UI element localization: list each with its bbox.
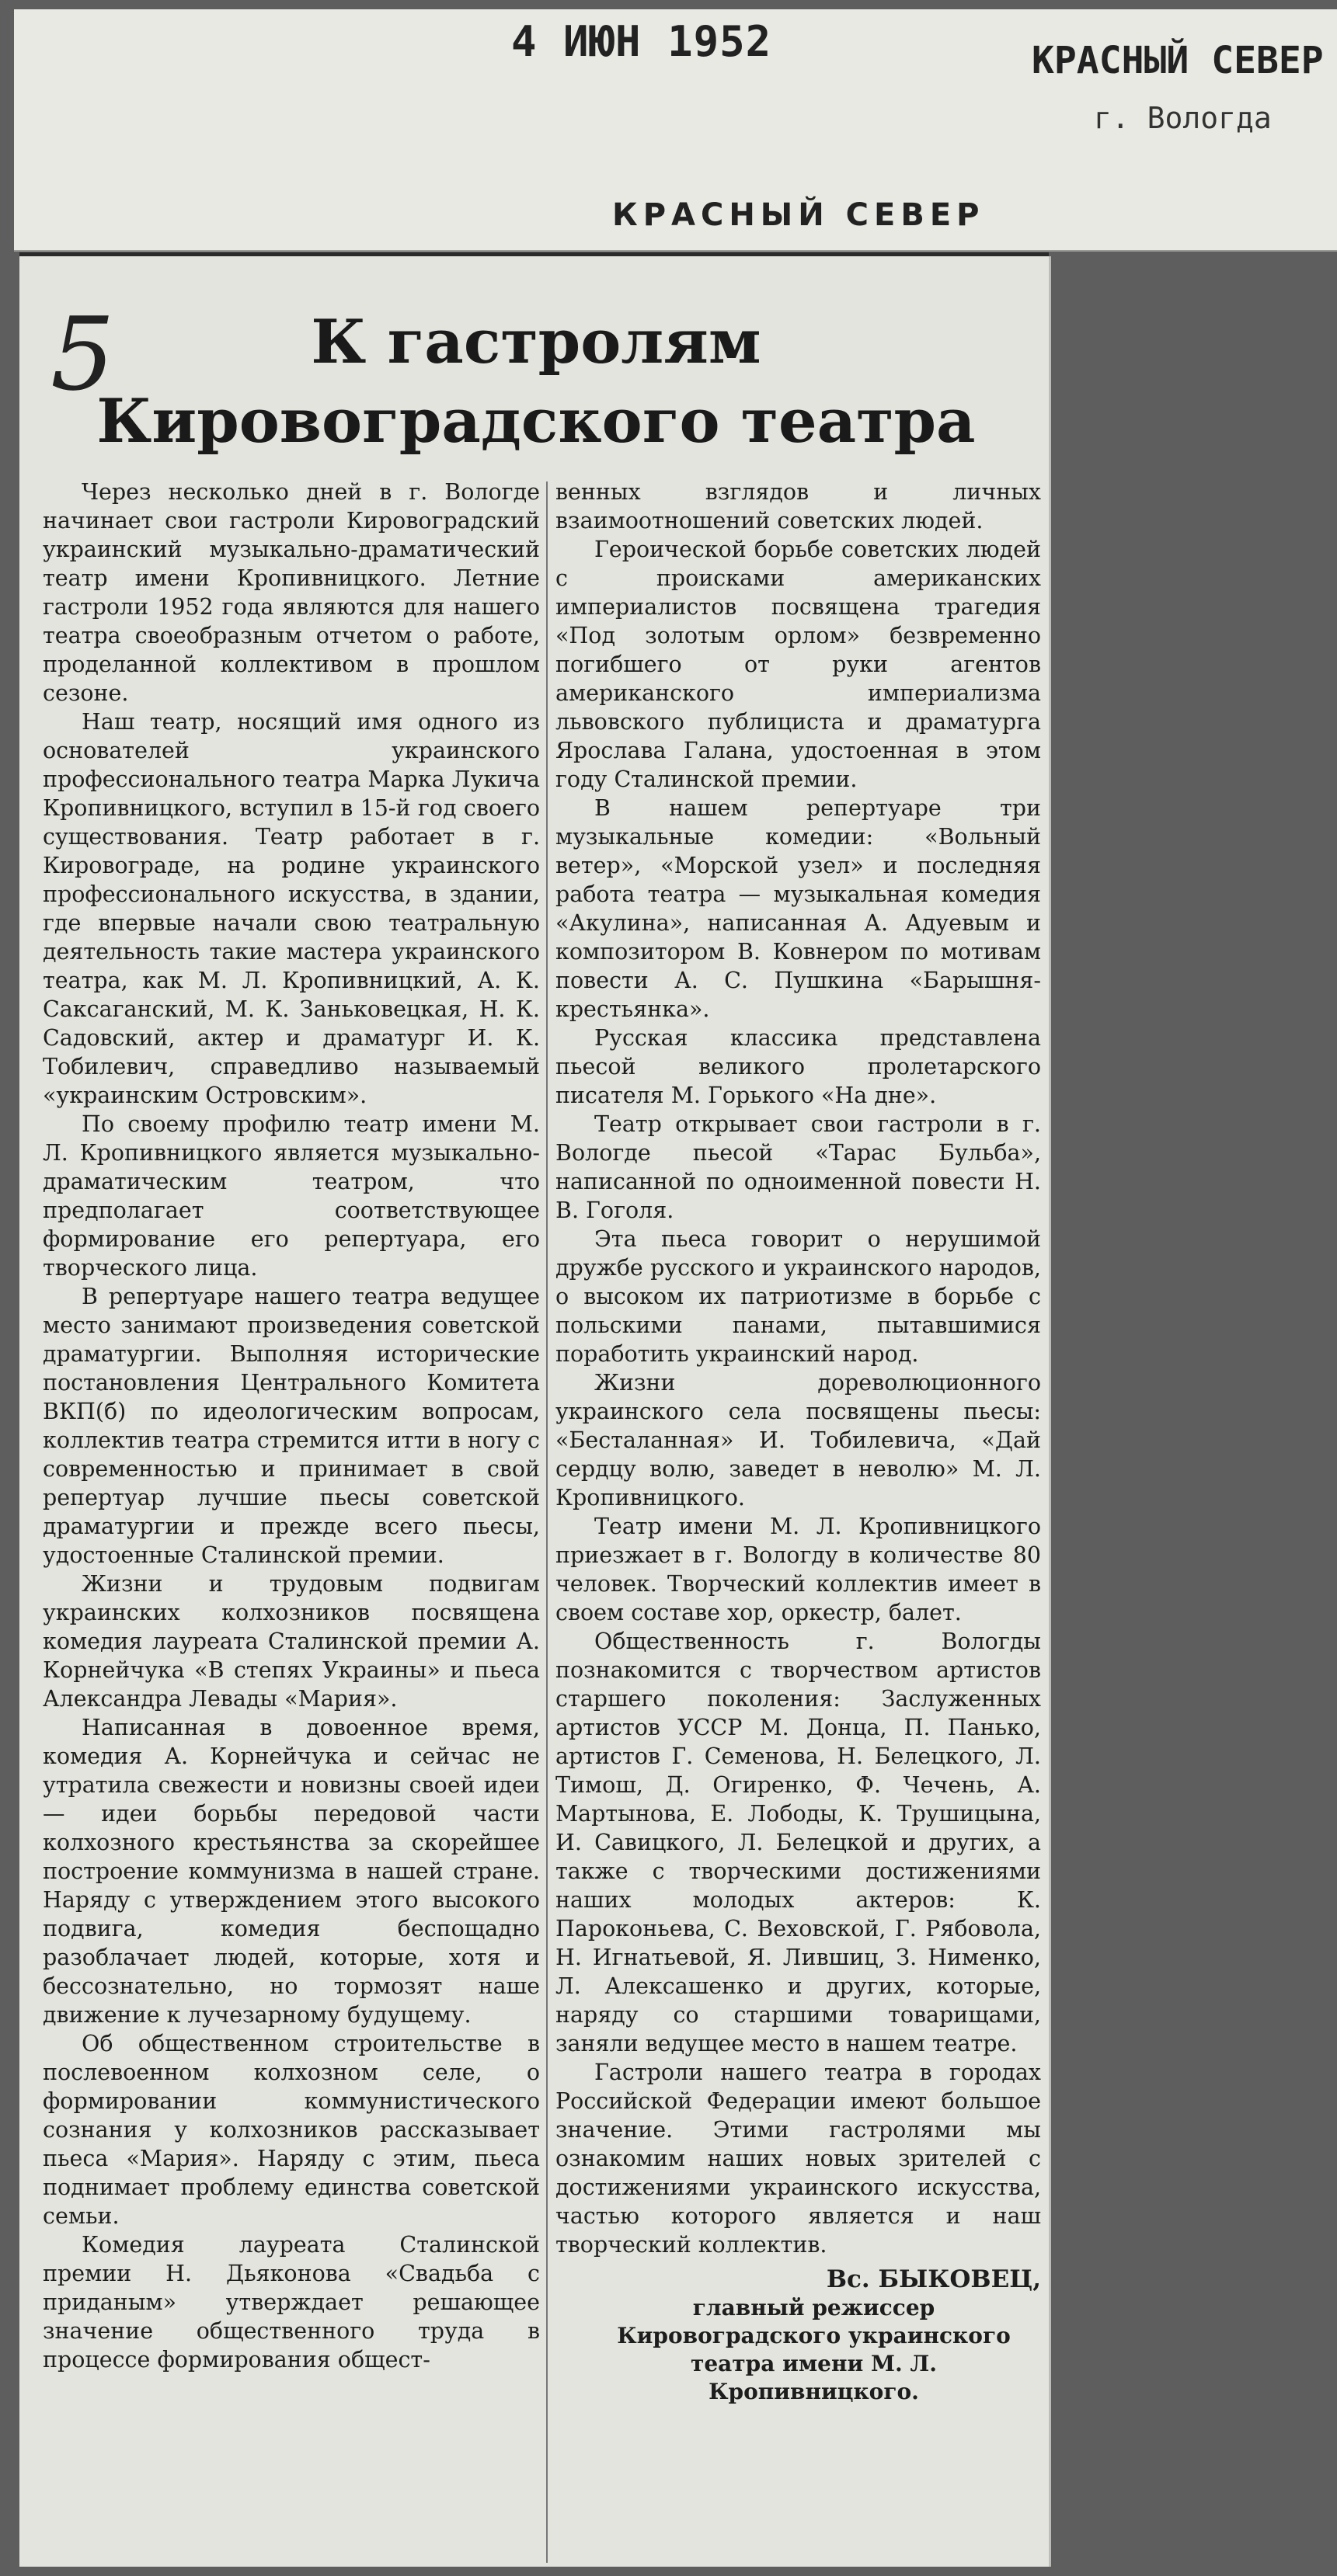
newspaper-masthead: КРАСНЫЙ СЕВЕР — [612, 197, 985, 233]
paragraph: Театр открывает свои гастроли в г. Вологде пьесой «Тарас Бульба», написанной по одноименной повести Н. В. Гоголя. — [555, 1111, 1041, 1223]
city-stamp: г. Вологда — [1094, 101, 1272, 135]
paragraph: Комедия лауреата Сталинской премии Н. Дьяконова «Свадьба с приданым» утверждает решающее значение общественного труда в процессе формирования общест- — [43, 2232, 540, 2373]
newspaper-clipping — [19, 256, 1049, 2567]
paragraph: По своему профилю театр имени М. Л. Кропивницкого является музыкально-драматическим театром, что предполагает соответствующее формирование его репертуара, его творческого лица. — [43, 1111, 540, 1281]
date-stamp: 4 ИЮН 1952 — [511, 17, 772, 66]
author-role: главный режиссер Кировоградского украинского театра имени М. Л. Кропивницкого. — [617, 2295, 1011, 2404]
paragraph: венных взглядов и личных взаимоотношений советских людей. — [555, 479, 1041, 534]
archive-card — [14, 9, 1337, 252]
paragraph: Эта пьеса говорит о нерушимой дружбе русского и украинского народов, о высоком их патриотизме в борьбе с польскими панами, пытавшимися поработить украинский народ. — [555, 1226, 1041, 1367]
article-column-right — [555, 478, 1041, 2406]
article-column-left — [43, 478, 540, 2374]
paragraph: Гастроли нашего театра в городах Российской Федерации имеют большое значение. Этими гастролями мы ознакомим наших новых зрителей с достижениями украинского искусства, частью которого является и наш творческий коллектив. — [555, 2060, 1041, 2258]
paragraph: Через несколько дней в г. Вологде начинает свои гастроли Кировоградский украинский музыкально-драматический театр имени Кропивницкого. Летние гастроли 1952 года являются для нашего театра своеобразным отчетом о работе, проделанной коллективом в прошлом сезоне. — [43, 479, 540, 706]
article-title: К гастролям Кировоградского театра — [96, 307, 976, 457]
paragraph: Общественность г. Вологды познакомится с творчеством артистов старшего поколения: Заслуженных артистов УССР М. Донца, П. Панько, артистов Г. Семенова, Н. Белецкого, Л. Тимош, Д. Огиренко, Ф. Чечень, А. Мартынова, Е. Лободы, К. Трушицына, И. Савицкого, Л. Белецкой и других, а также с творческими достижениями наших молодых актеров: К. Пароконьева, С. Веховской, Г. Рябовола, Н. Игнатьевой, Я. Лившиц, З. Нименко, Л. Алексашенко и других, которые, наряду со старшими товарищами, заняли ведущее место в нашем театре. — [555, 1629, 1041, 2056]
newspaper-stamp: КРАСНЫЙ СЕВЕР — [1032, 39, 1324, 82]
paragraph: Об общественном строительстве в послевоенном колхозном селе, о формировании коммунистического сознания у колхозников рассказывает пьеса «Мария». Наряду с этим, пьеса поднимает проблему единства советской семьи. — [43, 2031, 540, 2229]
paragraph: Героической борьбе советских людей с происками американских империалистов посвящена трагедия «Под золотым орлом» безвременно погибшего от руки агентов американского империализма львовского публициста и драматурга Ярослава Галана, удостоенная в этом году Сталинской премии. — [555, 537, 1041, 792]
paragraph: Театр имени М. Л. Кропивницкого приезжает в г. Вологду в количестве 80 человек. Творческий коллектив имеет в своем составе хор, оркестр, балет. — [555, 1514, 1041, 1625]
column-divider — [546, 481, 548, 2563]
paragraph: Наш театр, носящий имя одного из основателей украинского профессионального театра Марка Лукича Кропивницкого, вступил в 15-й год своего существования. Театр работает в г. Кировограде, на родине украинского профессионального искусства, в здании, где впервые начали свою театральную деятельность такие мастера украинского театра, как М. Л. Кропивницкий, А. К. Саксаганский, М. К. Заньковецкая, Н. К. Садовский, актер и драматург И. К. Тобилевич, справедливо называемый «украинским Островским». — [43, 709, 540, 1108]
paragraph: В нашем репертуаре три музыкальные комедии: «Вольный ветер», «Морской узел» и последняя работа театра — музыкальная комедия «Акулина», написанная А. Адуевым и композитором В. Ковнером по мотивам повести А. С. Пушкина «Барышня-крестьянка». — [555, 795, 1041, 1022]
paragraph: Жизни и трудовым подвигам украинских колхозников посвящена комедия лауреата Сталинской премии А. Корнейчука «В степях Украины» и пьеса Александра Левады «Мария». — [43, 1571, 540, 1712]
paragraph: Жизни дореволюционного украинского села посвящены пьесы: «Бесталанная» И. Тобилевича, «Дай сердцу волю, заведет в неволю» М. Л. Кропивницкого. — [555, 1370, 1041, 1510]
author-name: Вс. БЫКОВЕЦ, — [826, 2265, 1041, 2293]
handwritten-number: 5 — [50, 295, 115, 413]
paragraph: В репертуаре нашего театра ведущее место занимают произведения советской драматургии. Выполняя исторические постановления Центрального Комитета ВКП(б) по идеологическим вопросам, коллектив театра стремится итти в ногу с современностью и принимает в свой репертуар лучшие пьесы советской драматургии и прежде всего пьесы, удостоенные Сталинской премии. — [43, 1284, 540, 1568]
paragraph: Русская классика представлена пьесой великого пролетарского писателя М. Горького «На дне». — [555, 1025, 1041, 1108]
paragraph: Написанная в довоенное время, комедия А. Корнейчука и сейчас не утратила свежести и новизны своей идеи — идеи борьбы передовой части колхозного крестьянства за скорейшее построение коммунизма в нашей стране. Наряду с утверждением этого высокого подвига, комедия беспощадно разоблачает людей, которые, хотя и бессознательно, но тормозят наше движение к лучезарному будущему. — [43, 1715, 540, 2028]
